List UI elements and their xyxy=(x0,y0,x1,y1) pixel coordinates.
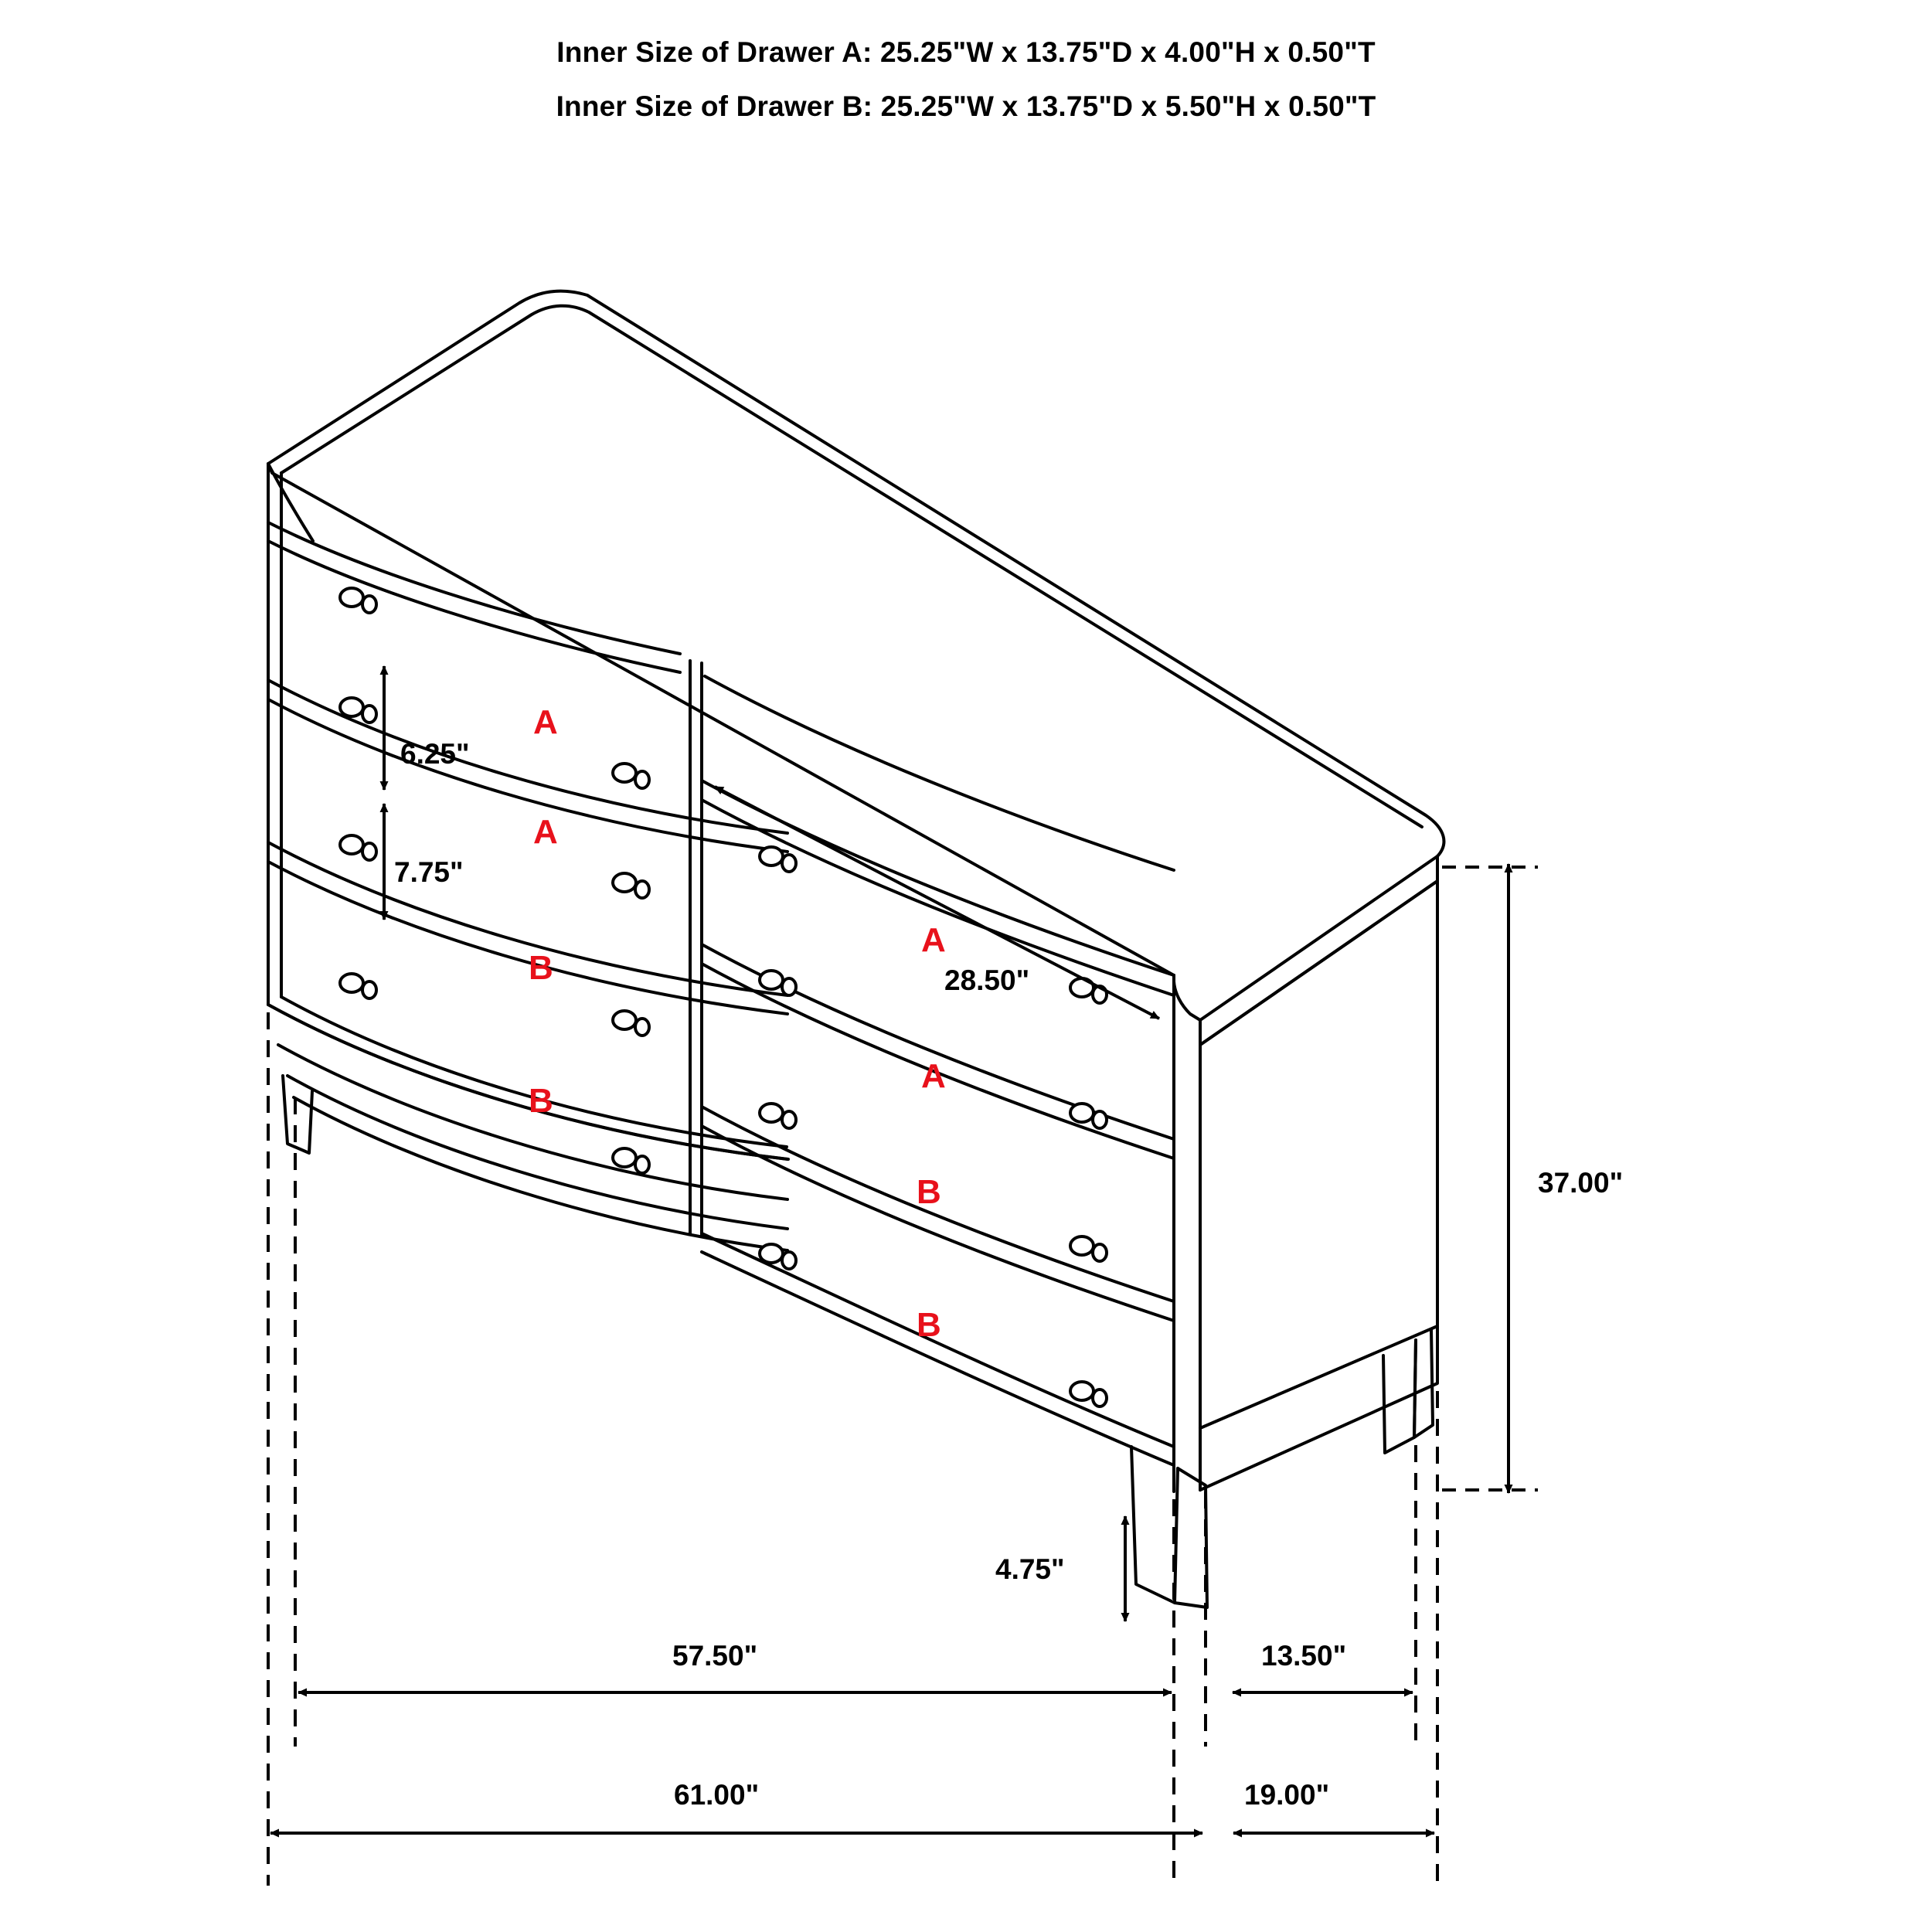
dim-case-depth: 13.50" xyxy=(1261,1640,1347,1672)
drawer-label-left-2: A xyxy=(533,813,558,851)
dim-top-depth: 28.50" xyxy=(944,964,1030,996)
dim-drawer-a-height: 6.25" xyxy=(400,738,470,770)
header-line-1: Inner Size of Drawer A: 25.25"W x 13.75"D x 4.00"H x 0.50"T xyxy=(556,36,1376,68)
header-line-2: Inner Size of Drawer B: 25.25"W x 13.75"D x 5.50"H x 0.50"T xyxy=(556,90,1376,122)
dim-overall-height: 37.00" xyxy=(1538,1167,1624,1199)
drawer-label-left-4: B xyxy=(529,1082,553,1120)
drawer-label-left-1: A xyxy=(533,703,558,741)
drawer-label-right-4: B xyxy=(917,1306,941,1344)
drawer-label-left-3: B xyxy=(529,949,553,987)
drawer-label-right-1: A xyxy=(921,921,946,959)
dim-case-width: 57.50" xyxy=(672,1640,758,1672)
dim-drawer-b-height: 7.75" xyxy=(394,856,464,888)
dim-overall-width: 61.00" xyxy=(674,1779,760,1811)
drawer-label-right-2: A xyxy=(921,1057,946,1095)
dim-leg-height: 4.75" xyxy=(995,1553,1065,1585)
drawer-label-right-3: B xyxy=(917,1173,941,1211)
dim-overall-depth: 19.00" xyxy=(1244,1779,1330,1811)
